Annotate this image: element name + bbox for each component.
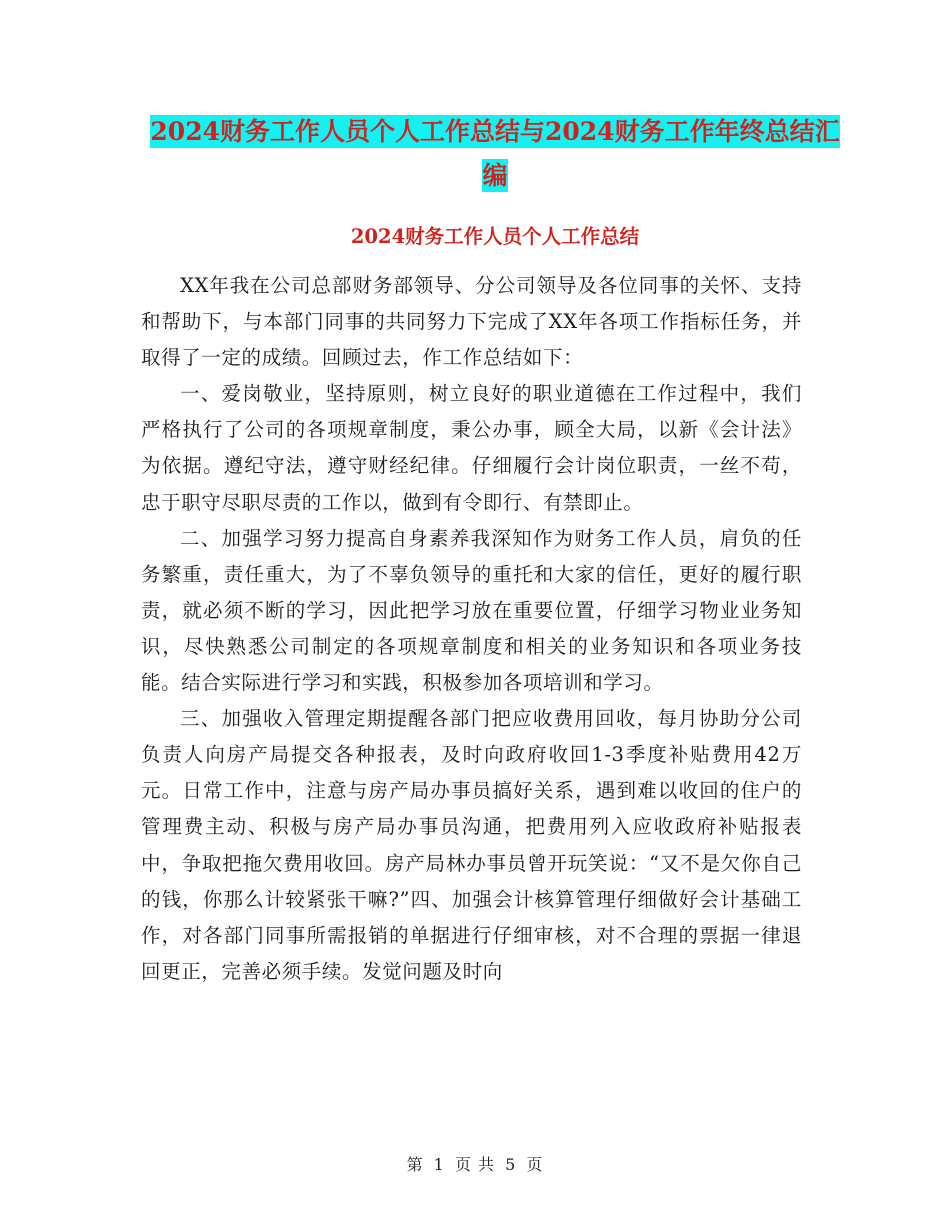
footer-suffix: 页 xyxy=(526,1155,544,1174)
paragraph-intro: XX年我在公司总部财务部领导、分公司领导及各位同事的关怀、支持和帮助下，与本部门同事的共同努力下完成了XX年各项工作指标任务，并取得了一定的成绩。回顾过去，作工作总结如下： xyxy=(141,274,802,370)
footer-total-pages: 5 xyxy=(505,1155,517,1174)
footer-middle: 页 共 xyxy=(454,1155,496,1174)
paragraph-2: 二、加强学习努力提高自身素养我深知作为财务工作人员，肩负的任务繁重，责任重大，为了不辜负领导的重托和大家的信任，更好的履行职责，就必须不断的学习，因此把学习放在重要位置，仔细学习物业业务知识，尽快熟悉公司制定的各项规章制度和相关的业务知识和各项业务技能。结合实际进行学习和实践，积极参加各项培训和学习。 xyxy=(141,526,802,695)
page-footer xyxy=(0,1152,950,1175)
footer-prefix: 第 xyxy=(406,1155,424,1174)
body-text xyxy=(141,268,802,990)
footer-page-number: 1 xyxy=(433,1155,445,1174)
section-title: 2024财务工作人员个人工作总结 xyxy=(350,225,640,248)
document-title xyxy=(150,110,840,198)
paragraph-3: 三、加强收入管理定期提醒各部门把应收费用回收，每月协助分公司负责人向房产局提交各种报表，及时向政府收回1-3季度补贴费用42万元。日常工作中，注意与房产局办事员搞好关系，遇到难以收回的住户的管理费主动、积极与房产局办事员沟通，把费用列入应收政府补贴报表中，争取把拖欠费用收回。房产局林办事员曾开玩笑说：“又不是欠你自己的钱，你那么计较紧张干嘛?”四、加强会计核算管理仔细做好会计基础工作，对各部门同事所需报销的单据进行仔细审核，对不合理的票据一律退回更正，完善必须手续。发觉问题及时向 xyxy=(141,707,802,983)
document-title-highlight: 2024财务工作人员个人工作总结与2024财务工作年终总结汇编 xyxy=(150,117,840,190)
paragraph-1: 一、爱岗敬业，坚持原则，树立良好的职业道德在工作过程中，我们严格执行了公司的各项规章制度，秉公办事，顾全大局，以新《会计法》为依据。遵纪守法，遵守财经纪律。仔细履行会计岗位职责，一丝不苟，忠于职守尽职尽责的工作以，做到有令即行、有禁即止。 xyxy=(141,382,802,514)
